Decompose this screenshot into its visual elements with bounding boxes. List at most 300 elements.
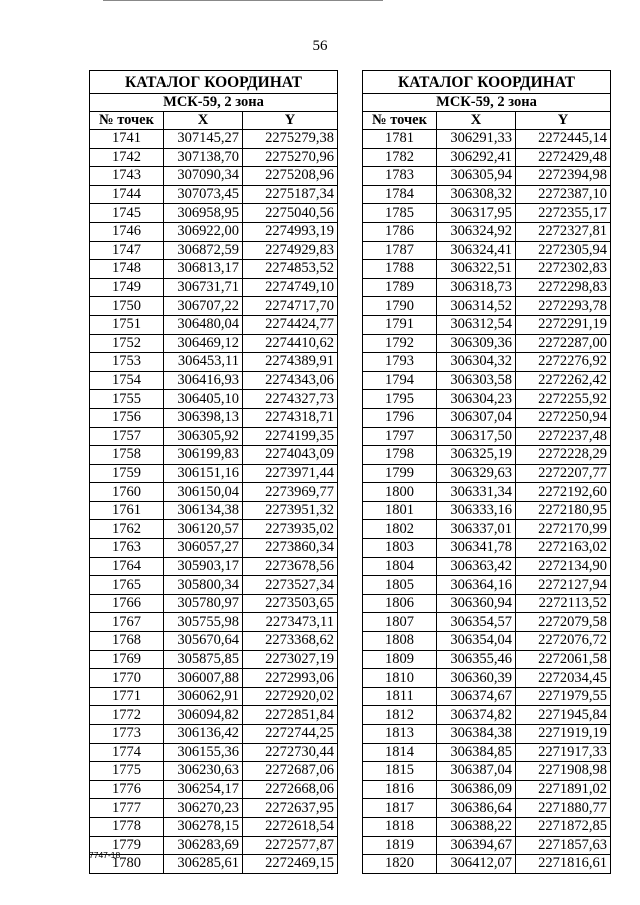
column-header-x: X <box>437 112 516 130</box>
point-number-cell: 1750 <box>90 297 164 316</box>
y-coordinate-cell: 2273368,62 <box>243 632 338 651</box>
y-coordinate-cell: 2274389,91 <box>243 353 338 372</box>
y-coordinate-cell: 2272993,06 <box>243 669 338 688</box>
x-coordinate-cell: 307145,27 <box>164 130 243 149</box>
x-coordinate-cell: 306386,09 <box>437 780 516 799</box>
x-coordinate-cell: 306291,33 <box>437 130 516 149</box>
point-number-cell: 1820 <box>363 855 437 874</box>
x-coordinate-cell: 306270,23 <box>164 799 243 818</box>
y-coordinate-cell: 2272637,95 <box>243 799 338 818</box>
y-coordinate-cell: 2271917,33 <box>516 743 611 762</box>
y-coordinate-cell: 2272134,90 <box>516 557 611 576</box>
catalog-title: КАТАЛОГ КООРДИНАТ <box>363 71 611 94</box>
y-coordinate-cell: 2274410,62 <box>243 334 338 353</box>
table-row <box>363 204 611 223</box>
y-coordinate-cell: 2272445,14 <box>516 130 611 149</box>
document-code: 7747-18 <box>89 850 121 860</box>
y-coordinate-cell: 2274929,83 <box>243 241 338 260</box>
y-coordinate-cell: 2272255,92 <box>516 390 611 409</box>
table-row <box>90 260 338 279</box>
point-number-cell: 1774 <box>90 743 164 762</box>
point-number-cell: 1751 <box>90 315 164 334</box>
table-row <box>90 613 338 632</box>
y-coordinate-cell: 2272250,94 <box>516 408 611 427</box>
x-coordinate-cell: 306363,42 <box>437 557 516 576</box>
point-number-cell: 1772 <box>90 706 164 725</box>
point-number-cell: 1816 <box>363 780 437 799</box>
x-coordinate-cell: 306283,69 <box>164 836 243 855</box>
table-row <box>90 557 338 576</box>
x-coordinate-cell: 306412,07 <box>437 855 516 874</box>
y-coordinate-cell: 2272469,15 <box>243 855 338 874</box>
x-coordinate-cell: 306151,16 <box>164 464 243 483</box>
y-coordinate-cell: 2272287,00 <box>516 334 611 353</box>
y-coordinate-cell: 2274853,52 <box>243 260 338 279</box>
y-coordinate-cell: 2275187,34 <box>243 185 338 204</box>
y-coordinate-cell: 2273027,19 <box>243 650 338 669</box>
x-coordinate-cell: 306305,92 <box>164 427 243 446</box>
catalog-subtitle: МСК-59, 2 зона <box>90 94 338 112</box>
table-row <box>363 836 611 855</box>
point-number-cell: 1779 <box>90 836 164 855</box>
point-number-cell: 1762 <box>90 520 164 539</box>
y-coordinate-cell: 2274717,70 <box>243 297 338 316</box>
y-coordinate-cell: 2273527,34 <box>243 576 338 595</box>
table-row <box>363 408 611 427</box>
x-coordinate-cell: 306062,91 <box>164 687 243 706</box>
table-row <box>363 817 611 836</box>
table-row <box>90 501 338 520</box>
column-header-y: Y <box>516 112 611 130</box>
x-coordinate-cell: 306374,67 <box>437 687 516 706</box>
x-coordinate-cell: 305670,64 <box>164 632 243 651</box>
x-coordinate-cell: 306386,64 <box>437 799 516 818</box>
table-row <box>363 557 611 576</box>
point-number-cell: 1757 <box>90 427 164 446</box>
x-coordinate-cell: 306325,19 <box>437 446 516 465</box>
x-coordinate-cell: 306120,57 <box>164 520 243 539</box>
x-coordinate-cell: 306333,16 <box>437 501 516 520</box>
point-number-cell: 1745 <box>90 204 164 223</box>
point-number-cell: 1753 <box>90 353 164 372</box>
table-row <box>90 594 338 613</box>
y-coordinate-cell: 2272079,58 <box>516 613 611 632</box>
x-coordinate-cell: 305875,85 <box>164 650 243 669</box>
point-number-cell: 1796 <box>363 408 437 427</box>
y-coordinate-cell: 2275279,38 <box>243 130 338 149</box>
point-number-cell: 1778 <box>90 817 164 836</box>
y-coordinate-cell: 2271872,85 <box>516 817 611 836</box>
table-row <box>363 446 611 465</box>
y-coordinate-cell: 2272228,29 <box>516 446 611 465</box>
table-row <box>90 632 338 651</box>
point-number-cell: 1793 <box>363 353 437 372</box>
table-row <box>363 539 611 558</box>
x-coordinate-cell: 305800,34 <box>164 576 243 595</box>
x-coordinate-cell: 306355,46 <box>437 650 516 669</box>
x-coordinate-cell: 306057,27 <box>164 539 243 558</box>
point-number-cell: 1804 <box>363 557 437 576</box>
y-coordinate-cell: 2274424,77 <box>243 315 338 334</box>
page-number: 56 <box>312 38 328 54</box>
y-coordinate-cell: 2271816,61 <box>516 855 611 874</box>
x-coordinate-cell: 306199,83 <box>164 446 243 465</box>
table-row <box>363 520 611 539</box>
point-number-cell: 1789 <box>363 278 437 297</box>
x-coordinate-cell: 306354,04 <box>437 632 516 651</box>
y-coordinate-cell: 2274199,35 <box>243 427 338 446</box>
point-number-cell: 1785 <box>363 204 437 223</box>
table-row <box>90 130 338 149</box>
x-coordinate-cell: 305780,97 <box>164 594 243 613</box>
point-number-cell: 1797 <box>363 427 437 446</box>
catalog-rows <box>90 130 338 874</box>
table-row <box>90 315 338 334</box>
table-row <box>90 669 338 688</box>
x-coordinate-cell: 306329,63 <box>437 464 516 483</box>
y-coordinate-cell: 2272276,92 <box>516 353 611 372</box>
y-coordinate-cell: 2272192,60 <box>516 483 611 502</box>
table-row <box>363 222 611 241</box>
table-row <box>90 464 338 483</box>
y-coordinate-cell: 2272293,78 <box>516 297 611 316</box>
x-coordinate-cell: 306254,17 <box>164 780 243 799</box>
table-row <box>363 780 611 799</box>
point-number-cell: 1815 <box>363 762 437 781</box>
y-coordinate-cell: 2274043,09 <box>243 446 338 465</box>
point-number-cell: 1790 <box>363 297 437 316</box>
x-coordinate-cell: 307090,34 <box>164 167 243 186</box>
y-coordinate-cell: 2273951,32 <box>243 501 338 520</box>
point-number-cell: 1784 <box>363 185 437 204</box>
column-header-x: X <box>164 112 243 130</box>
table-row <box>90 390 338 409</box>
table-row <box>90 576 338 595</box>
x-coordinate-cell: 306155,36 <box>164 743 243 762</box>
x-coordinate-cell: 306480,04 <box>164 315 243 334</box>
point-number-cell: 1760 <box>90 483 164 502</box>
point-number-cell: 1741 <box>90 130 164 149</box>
point-number-cell: 1788 <box>363 260 437 279</box>
point-number-cell: 1777 <box>90 799 164 818</box>
point-number-cell: 1771 <box>90 687 164 706</box>
header-rule <box>103 0 383 1</box>
x-coordinate-cell: 306307,04 <box>437 408 516 427</box>
x-coordinate-cell: 306317,50 <box>437 427 516 446</box>
x-coordinate-cell: 306394,67 <box>437 836 516 855</box>
table-row <box>363 241 611 260</box>
y-coordinate-cell: 2271919,19 <box>516 725 611 744</box>
point-number-cell: 1755 <box>90 390 164 409</box>
table-row <box>363 148 611 167</box>
y-coordinate-cell: 2271908,98 <box>516 762 611 781</box>
table-row <box>363 501 611 520</box>
point-number-cell: 1783 <box>363 167 437 186</box>
point-number-cell: 1742 <box>90 148 164 167</box>
point-number-cell: 1749 <box>90 278 164 297</box>
table-row <box>363 353 611 372</box>
table-row <box>90 687 338 706</box>
table-row <box>90 799 338 818</box>
table-row <box>90 743 338 762</box>
y-coordinate-cell: 2272577,87 <box>243 836 338 855</box>
table-row <box>363 799 611 818</box>
x-coordinate-cell: 305755,98 <box>164 613 243 632</box>
point-number-cell: 1761 <box>90 501 164 520</box>
y-coordinate-cell: 2271857,63 <box>516 836 611 855</box>
point-number-cell: 1764 <box>90 557 164 576</box>
y-coordinate-cell: 2272127,94 <box>516 576 611 595</box>
point-number-cell: 1808 <box>363 632 437 651</box>
x-coordinate-cell: 307073,45 <box>164 185 243 204</box>
x-coordinate-cell: 306337,01 <box>437 520 516 539</box>
x-coordinate-cell: 306384,38 <box>437 725 516 744</box>
point-number-cell: 1805 <box>363 576 437 595</box>
table-row <box>363 743 611 762</box>
point-number-cell: 1792 <box>363 334 437 353</box>
point-number-cell: 1770 <box>90 669 164 688</box>
table-row <box>363 687 611 706</box>
x-coordinate-cell: 306360,94 <box>437 594 516 613</box>
point-number-cell: 1752 <box>90 334 164 353</box>
coordinate-catalog-table-right <box>362 70 611 874</box>
x-coordinate-cell: 305903,17 <box>164 557 243 576</box>
table-row <box>363 576 611 595</box>
point-number-cell: 1746 <box>90 222 164 241</box>
table-row <box>90 148 338 167</box>
point-number-cell: 1807 <box>363 613 437 632</box>
point-number-cell: 1743 <box>90 167 164 186</box>
y-coordinate-cell: 2274993,19 <box>243 222 338 241</box>
y-coordinate-cell: 2273935,02 <box>243 520 338 539</box>
table-row <box>90 855 338 874</box>
y-coordinate-cell: 2272237,48 <box>516 427 611 446</box>
table-row <box>90 817 338 836</box>
y-coordinate-cell: 2272076,72 <box>516 632 611 651</box>
table-row <box>90 780 338 799</box>
y-coordinate-cell: 2272298,83 <box>516 278 611 297</box>
x-coordinate-cell: 306324,41 <box>437 241 516 260</box>
x-coordinate-cell: 307138,70 <box>164 148 243 167</box>
y-coordinate-cell: 2272170,99 <box>516 520 611 539</box>
catalog-title: КАТАЛОГ КООРДИНАТ <box>90 71 338 94</box>
table-row <box>90 278 338 297</box>
y-coordinate-cell: 2275270,96 <box>243 148 338 167</box>
x-coordinate-cell: 306416,93 <box>164 371 243 390</box>
y-coordinate-cell: 2273678,56 <box>243 557 338 576</box>
table-row <box>363 632 611 651</box>
point-number-cell: 1803 <box>363 539 437 558</box>
x-coordinate-cell: 306872,59 <box>164 241 243 260</box>
x-coordinate-cell: 306292,41 <box>437 148 516 167</box>
column-header-point-number: № точек <box>90 112 164 130</box>
y-coordinate-cell: 2272113,52 <box>516 594 611 613</box>
y-coordinate-cell: 2272668,06 <box>243 780 338 799</box>
y-coordinate-cell: 2274749,10 <box>243 278 338 297</box>
x-coordinate-cell: 306405,10 <box>164 390 243 409</box>
y-coordinate-cell: 2273969,77 <box>243 483 338 502</box>
point-number-cell: 1787 <box>363 241 437 260</box>
point-number-cell: 1818 <box>363 817 437 836</box>
catalog-subtitle: МСК-59, 2 зона <box>363 94 611 112</box>
x-coordinate-cell: 306303,58 <box>437 371 516 390</box>
y-coordinate-cell: 2272687,06 <box>243 762 338 781</box>
table-row <box>90 650 338 669</box>
table-row <box>363 390 611 409</box>
point-number-cell: 1765 <box>90 576 164 595</box>
x-coordinate-cell: 306374,82 <box>437 706 516 725</box>
x-coordinate-cell: 306318,73 <box>437 278 516 297</box>
point-number-cell: 1819 <box>363 836 437 855</box>
table-row <box>90 353 338 372</box>
table-row <box>90 427 338 446</box>
y-coordinate-cell: 2272744,25 <box>243 725 338 744</box>
y-coordinate-cell: 2272327,81 <box>516 222 611 241</box>
table-row <box>363 334 611 353</box>
point-number-cell: 1769 <box>90 650 164 669</box>
table-row <box>90 706 338 725</box>
y-coordinate-cell: 2273473,11 <box>243 613 338 632</box>
table-row <box>90 297 338 316</box>
x-coordinate-cell: 306707,22 <box>164 297 243 316</box>
y-coordinate-cell: 2273971,44 <box>243 464 338 483</box>
table-row <box>90 762 338 781</box>
table-row <box>90 836 338 855</box>
x-coordinate-cell: 306314,52 <box>437 297 516 316</box>
point-number-cell: 1747 <box>90 241 164 260</box>
table-row <box>363 706 611 725</box>
x-coordinate-cell: 306453,11 <box>164 353 243 372</box>
point-number-cell: 1748 <box>90 260 164 279</box>
point-number-cell: 1794 <box>363 371 437 390</box>
table-row <box>90 539 338 558</box>
x-coordinate-cell: 306331,34 <box>437 483 516 502</box>
point-number-cell: 1813 <box>363 725 437 744</box>
x-coordinate-cell: 306134,38 <box>164 501 243 520</box>
table-row <box>90 725 338 744</box>
x-coordinate-cell: 306341,78 <box>437 539 516 558</box>
point-number-cell: 1768 <box>90 632 164 651</box>
table-row <box>90 446 338 465</box>
point-number-cell: 1756 <box>90 408 164 427</box>
y-coordinate-cell: 2272618,54 <box>243 817 338 836</box>
y-coordinate-cell: 2272207,77 <box>516 464 611 483</box>
point-number-cell: 1766 <box>90 594 164 613</box>
table-row <box>363 613 611 632</box>
table-row <box>363 762 611 781</box>
point-number-cell: 1781 <box>363 130 437 149</box>
point-number-cell: 1814 <box>363 743 437 762</box>
y-coordinate-cell: 2272302,83 <box>516 260 611 279</box>
point-number-cell: 1806 <box>363 594 437 613</box>
y-coordinate-cell: 2272061,58 <box>516 650 611 669</box>
x-coordinate-cell: 306360,39 <box>437 669 516 688</box>
y-coordinate-cell: 2272034,45 <box>516 669 611 688</box>
table-row <box>90 408 338 427</box>
table-row <box>363 315 611 334</box>
x-coordinate-cell: 306958,95 <box>164 204 243 223</box>
y-coordinate-cell: 2272394,98 <box>516 167 611 186</box>
y-coordinate-cell: 2272305,94 <box>516 241 611 260</box>
point-number-cell: 1782 <box>363 148 437 167</box>
y-coordinate-cell: 2275040,56 <box>243 204 338 223</box>
table-row <box>363 278 611 297</box>
x-coordinate-cell: 306309,36 <box>437 334 516 353</box>
y-coordinate-cell: 2272387,10 <box>516 185 611 204</box>
y-coordinate-cell: 2273860,34 <box>243 539 338 558</box>
y-coordinate-cell: 2272163,02 <box>516 539 611 558</box>
x-coordinate-cell: 306304,32 <box>437 353 516 372</box>
table-row <box>363 130 611 149</box>
catalog-rows <box>363 130 611 874</box>
x-coordinate-cell: 306136,42 <box>164 725 243 744</box>
point-number-cell: 1767 <box>90 613 164 632</box>
point-number-cell: 1812 <box>363 706 437 725</box>
table-row <box>363 594 611 613</box>
x-coordinate-cell: 306469,12 <box>164 334 243 353</box>
y-coordinate-cell: 2274343,06 <box>243 371 338 390</box>
x-coordinate-cell: 306230,63 <box>164 762 243 781</box>
table-row <box>363 650 611 669</box>
x-coordinate-cell: 306388,22 <box>437 817 516 836</box>
table-row <box>363 371 611 390</box>
y-coordinate-cell: 2274327,73 <box>243 390 338 409</box>
point-number-cell: 1744 <box>90 185 164 204</box>
point-number-cell: 1776 <box>90 780 164 799</box>
point-number-cell: 1810 <box>363 669 437 688</box>
point-number-cell: 1786 <box>363 222 437 241</box>
y-coordinate-cell: 2271891,02 <box>516 780 611 799</box>
column-header-point-number: № точек <box>363 112 437 130</box>
coordinate-catalog-table-left <box>89 70 338 874</box>
x-coordinate-cell: 306322,51 <box>437 260 516 279</box>
x-coordinate-cell: 306317,95 <box>437 204 516 223</box>
x-coordinate-cell: 306312,54 <box>437 315 516 334</box>
y-coordinate-cell: 2273503,65 <box>243 594 338 613</box>
y-coordinate-cell: 2275208,96 <box>243 167 338 186</box>
x-coordinate-cell: 306304,23 <box>437 390 516 409</box>
x-coordinate-cell: 306354,57 <box>437 613 516 632</box>
table-row <box>363 464 611 483</box>
table-row <box>363 669 611 688</box>
table-row <box>363 855 611 874</box>
x-coordinate-cell: 306398,13 <box>164 408 243 427</box>
y-coordinate-cell: 2272851,84 <box>243 706 338 725</box>
x-coordinate-cell: 306305,94 <box>437 167 516 186</box>
table-row <box>90 371 338 390</box>
table-row <box>90 204 338 223</box>
column-header-y: Y <box>243 112 338 130</box>
table-row <box>363 260 611 279</box>
table-row <box>363 725 611 744</box>
y-coordinate-cell: 2272730,44 <box>243 743 338 762</box>
point-number-cell: 1809 <box>363 650 437 669</box>
point-number-cell: 1759 <box>90 464 164 483</box>
point-number-cell: 1791 <box>363 315 437 334</box>
point-number-cell: 1811 <box>363 687 437 706</box>
x-coordinate-cell: 306278,15 <box>164 817 243 836</box>
table-row <box>363 427 611 446</box>
x-coordinate-cell: 306813,17 <box>164 260 243 279</box>
x-coordinate-cell: 306364,16 <box>437 576 516 595</box>
point-number-cell: 1817 <box>363 799 437 818</box>
y-coordinate-cell: 2272429,48 <box>516 148 611 167</box>
point-number-cell: 1773 <box>90 725 164 744</box>
y-coordinate-cell: 2272355,17 <box>516 204 611 223</box>
y-coordinate-cell: 2272920,02 <box>243 687 338 706</box>
y-coordinate-cell: 2272180,95 <box>516 501 611 520</box>
table-row <box>363 483 611 502</box>
